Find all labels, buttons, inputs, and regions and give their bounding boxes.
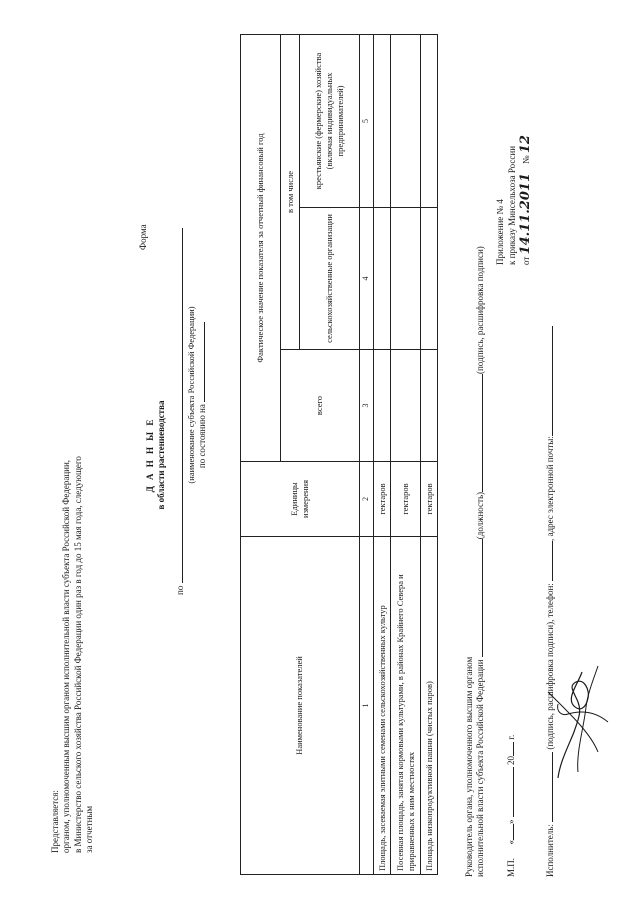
row-farm [391, 34, 421, 207]
row-agri [421, 208, 438, 350]
position-caption: (должность) [475, 491, 486, 540]
row-unit: гектаров [421, 462, 438, 537]
subject-block [175, 195, 208, 595]
header-farm: крестьянские (фермерские) хозяйства (включая индивидуальных предпринимателей) [300, 34, 359, 207]
table-row [374, 34, 391, 874]
row-agri [374, 208, 391, 350]
appendix-line-2: к приказу Минсельхоза России [506, 145, 517, 265]
as-of-blank [204, 322, 205, 402]
presented-block [50, 373, 95, 853]
row-farm [421, 34, 438, 207]
subject-caption: (наименование субъекта Российской Федерации) [186, 306, 197, 484]
presented-line-3: за отчетным [83, 805, 94, 853]
document-title [145, 305, 168, 605]
header-unit: Единицы измерения [241, 462, 360, 537]
row-total [421, 350, 438, 462]
col-number-2: 2 [359, 462, 374, 537]
as-of-label: по состоянию на [196, 404, 207, 469]
table-row [391, 34, 421, 874]
row-agri [391, 208, 421, 350]
presented-line-2: в Министерство сельского хозяйства Российской Федерации один раз в год до 15 мая года, следующего [72, 456, 83, 853]
appendix-date: 14.11.2011 [518, 173, 534, 255]
subject-line [175, 195, 186, 595]
header-name: Наименование показателей [241, 537, 360, 875]
row-total [391, 350, 421, 462]
executor-sign-caption: (подпись, расшифровка подписи), телефон: [545, 583, 555, 750]
subject-blank [182, 228, 183, 583]
appendix-line-1: Приложение № 4 [495, 199, 505, 265]
row-name: Посевная площадь, занятая кормовыми культурами, в районах Крайнего Севера и приравненных к ним местностях [391, 537, 421, 875]
header-fact: Фактическое значение показателя за отчетный финансовый год [241, 34, 281, 461]
row-name: Площадь, засеваемая элитными семенами сельскохозяйственных культур [374, 537, 391, 875]
executor-label: Исполнитель: [545, 824, 555, 877]
row-total [374, 350, 391, 462]
col-number-5: 5 [359, 34, 374, 207]
col-number-4: 4 [359, 208, 374, 350]
presented-label: Представляется: [50, 790, 60, 853]
as-of-line [197, 195, 208, 595]
appendix-line-3: от 14.11.2011 № 12 [518, 135, 534, 265]
presented-line-1: органом, уполномоченным высшим органом исполнительной власти субъекта Российской Федерации, [61, 459, 72, 853]
executor-email-caption: , адрес электронной почты: [545, 436, 555, 541]
header-agri: сельскохозяйственные организации [300, 208, 359, 350]
col-number-3: 3 [359, 350, 374, 462]
appendix-block [495, 135, 535, 265]
row-unit: гектаров [391, 462, 421, 537]
row-farm [374, 34, 391, 207]
table-row [421, 34, 438, 874]
title-sub: в области растениеводства [156, 400, 167, 510]
head-signature-block [464, 246, 487, 877]
handwritten-signature [538, 662, 618, 782]
mp-label: М.П. [506, 857, 516, 877]
sign-caption: (подпись, расшифровка подписи) [475, 246, 486, 374]
row-name: Площадь низкопродуктивной пашни (чистых паров) [421, 537, 438, 875]
header-incl: в том числе [280, 34, 300, 349]
row-unit: гектаров [374, 462, 391, 537]
head-signature-line-1: Руководитель органа, уполномоченного высшим органом [464, 656, 474, 877]
seal-date-line: М.П. «» 20 г. [506, 734, 516, 877]
data-table [240, 35, 438, 875]
form-label: Форма [138, 224, 148, 250]
head-signature-line-2: исполнительной власти субъекта Российской Федерации (должность)(подпись, расшифровка подписи) [475, 246, 486, 877]
executor-line [545, 326, 556, 877]
title-main: Д А Н Н Ы Е [145, 417, 155, 493]
col-number-1: 1 [359, 537, 374, 875]
header-total: всего [280, 350, 359, 462]
subject-po: по [175, 585, 185, 595]
appendix-number: 12 [518, 135, 534, 154]
